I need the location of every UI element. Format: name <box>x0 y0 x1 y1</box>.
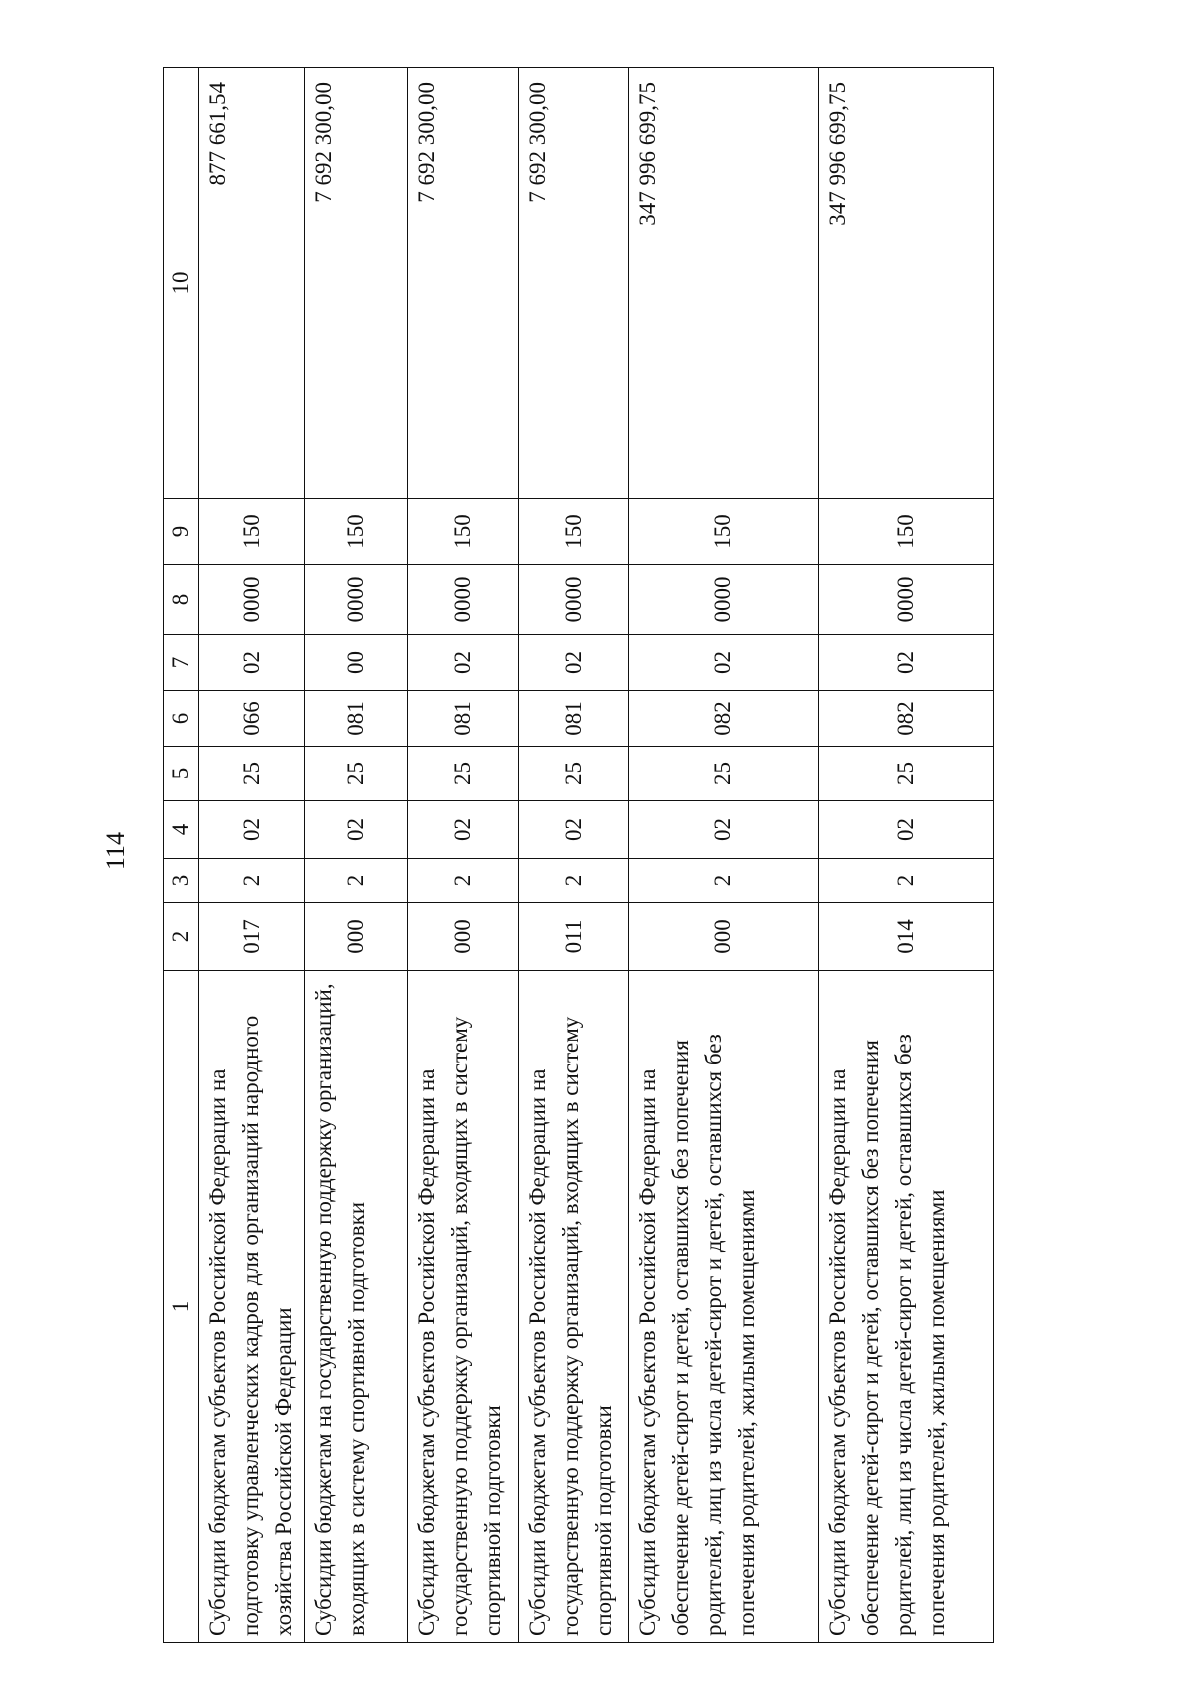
header-cell: 8 <box>164 565 199 635</box>
header-cell: 2 <box>164 903 199 971</box>
code-cell: 000 <box>628 903 818 971</box>
code-cell: 066 <box>199 691 305 747</box>
code-cell: 150 <box>407 499 519 565</box>
header-cell: 9 <box>164 499 199 565</box>
code-cell: 02 <box>628 635 818 691</box>
header-cell: 10 <box>164 68 199 499</box>
page-number: 114 <box>101 831 130 871</box>
code-cell: 2 <box>199 859 305 903</box>
code-cell: 011 <box>519 903 629 971</box>
code-cell: 082 <box>818 691 993 747</box>
code-cell: 150 <box>628 499 818 565</box>
code-cell: 02 <box>199 635 305 691</box>
amount-cell: 7 692 300,00 <box>519 68 629 499</box>
code-cell: 0000 <box>519 565 629 635</box>
code-cell: 2 <box>628 859 818 903</box>
code-cell: 02 <box>818 801 993 859</box>
code-cell: 081 <box>519 691 629 747</box>
amount-cell: 7 692 300,00 <box>407 68 519 499</box>
code-cell: 0000 <box>628 565 818 635</box>
header-cell: 4 <box>164 801 199 859</box>
header-cell: 6 <box>164 691 199 747</box>
code-cell: 02 <box>199 801 305 859</box>
budget-table <box>163 67 994 1643</box>
table-row <box>519 68 629 1643</box>
header-cell: 5 <box>164 747 199 801</box>
row-description: Субсидии бюджетам субъектов Российской Федерации на государственную поддержку организаций, входящих в систему спортивной подготовки <box>407 971 519 1643</box>
header-row <box>164 68 199 1643</box>
code-cell: 02 <box>407 801 519 859</box>
code-cell: 25 <box>199 747 305 801</box>
row-description: Субсидии бюджетам субъектов Российской Федерации на государственную поддержку организаций, входящих в систему спортивной подготовки <box>519 971 629 1643</box>
header-cell: 3 <box>164 859 199 903</box>
table-row <box>628 68 818 1643</box>
row-description: Субсидии бюджетам субъектов Российской Федерации на подготовку управленческих кадров для организаций народного хозяйства Российской Федерации <box>199 971 305 1643</box>
code-cell: 02 <box>305 801 407 859</box>
code-cell: 150 <box>818 499 993 565</box>
amount-cell: 347 996 699,75 <box>628 68 818 499</box>
code-cell: 02 <box>407 635 519 691</box>
code-cell: 02 <box>818 635 993 691</box>
code-cell: 081 <box>305 691 407 747</box>
code-cell: 150 <box>199 499 305 565</box>
code-cell: 25 <box>407 747 519 801</box>
row-description: Субсидии бюджетам субъектов Российской Федерации на обеспечение детей-сирот и детей, оставшихся без попечения родителей, лиц из числа детей-сирот и детей, оставшихся без попечения родителей, жилыми помещениями <box>628 971 818 1643</box>
code-cell: 25 <box>628 747 818 801</box>
code-cell: 2 <box>818 859 993 903</box>
amount-cell: 347 996 699,75 <box>818 68 993 499</box>
table-row <box>199 68 305 1643</box>
code-cell: 081 <box>407 691 519 747</box>
code-cell: 000 <box>305 903 407 971</box>
table-row <box>305 68 407 1643</box>
header-cell: 7 <box>164 635 199 691</box>
code-cell: 02 <box>628 801 818 859</box>
budget-table-container <box>163 68 994 1643</box>
amount-cell: 877 661,54 <box>199 68 305 499</box>
code-cell: 2 <box>305 859 407 903</box>
code-cell: 2 <box>407 859 519 903</box>
row-description: Субсидии бюджетам субъектов Российской Федерации на обеспечение детей-сирот и детей, оставшихся без попечения родителей, лиц из числа детей-сирот и детей, оставшихся без попечения родителей, жилыми помещениями <box>818 971 993 1643</box>
code-cell: 0000 <box>305 565 407 635</box>
code-cell: 082 <box>628 691 818 747</box>
code-cell: 25 <box>519 747 629 801</box>
code-cell: 0000 <box>407 565 519 635</box>
code-cell: 25 <box>305 747 407 801</box>
table-row <box>818 68 993 1643</box>
code-cell: 0000 <box>818 565 993 635</box>
code-cell: 150 <box>519 499 629 565</box>
code-cell: 02 <box>519 801 629 859</box>
code-cell: 150 <box>305 499 407 565</box>
table-row <box>407 68 519 1643</box>
code-cell: 2 <box>519 859 629 903</box>
code-cell: 014 <box>818 903 993 971</box>
code-cell: 017 <box>199 903 305 971</box>
header-cell: 1 <box>164 971 199 1643</box>
code-cell: 02 <box>519 635 629 691</box>
row-description: Субсидии бюджетам на государственную поддержку организаций, входящих в систему спортивной подготовки <box>305 971 407 1643</box>
code-cell: 25 <box>818 747 993 801</box>
amount-cell: 7 692 300,00 <box>305 68 407 499</box>
code-cell: 0000 <box>199 565 305 635</box>
code-cell: 000 <box>407 903 519 971</box>
code-cell: 00 <box>305 635 407 691</box>
